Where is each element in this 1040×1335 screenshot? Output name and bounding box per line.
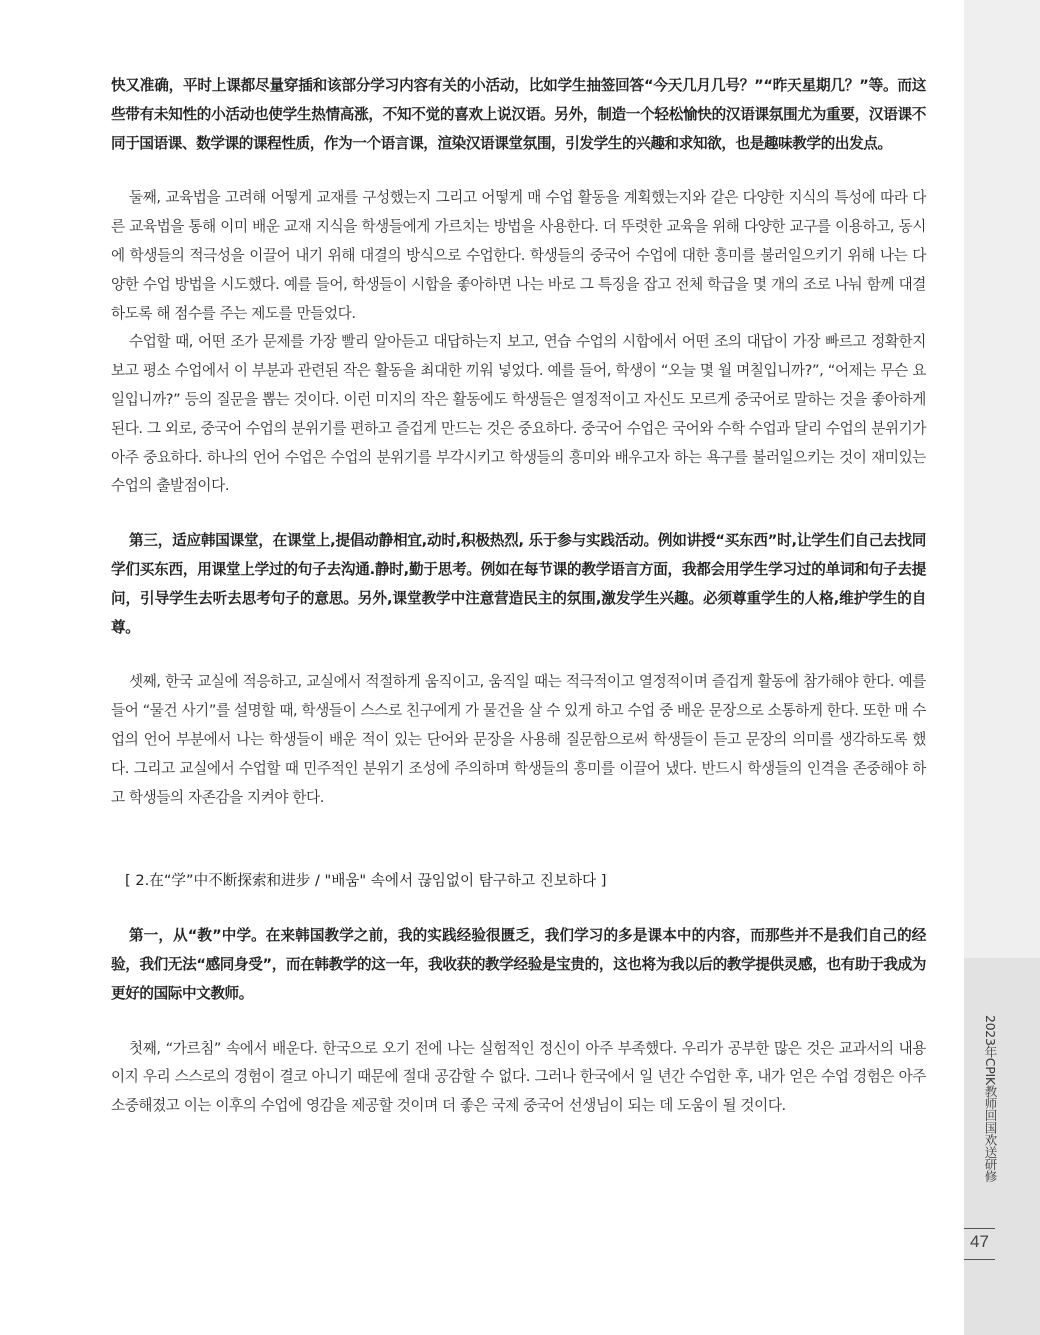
article-body	[111, 72, 926, 1121]
running-title: 2023年CPIK教师回国欢送研修	[983, 1015, 998, 1183]
paragraph-korean-5: 셋째, 한국 교실에 적응하고, 교실에서 적절하게 움직이고, 움직일 때는 적극적이고 열정적이며 즐겁게 활동에 참가해야 한다. 예를 들어 “물건 사기”를 설명할 때, 학생들이 스스로 친구에게 가 물건을 살 수 있게 하고 수업 중 배운 문장으로 소통하게 한다. 또한 매 수업의 언어 부분에서 나는 학생들이 배운 적이 있는 단어와 문장을 사용해 질문함으로써 학생들이 듣고 문장의 의미를 생각하도록 했다. 그리고 교실에서 수업할 때 민주적인 분위기 조성에 주의하며 학생들의 흥미를 이끌어 냈다. 반드시 학생들의 인격을 존중해야 하고 학생들의 자존감을 지켜야 한다.	[111, 673, 926, 806]
section-heading: [ 2.在“学”中不断探索和进步 / "배움" 속에서 끊임없이 탐구하고 진보하다 ]	[125, 872, 607, 890]
paragraph-korean-3: 수업할 때, 어떤 조가 문제를 가장 빨리 알아듣고 대답하는지 보고, 연습 수업의 시합에서 어떤 조의 대답이 가장 빠르고 정확한지 보고 평소 수업에서 이 부분과 관련된 작은 활동을 최대한 끼워 넣었다. 예를 들어, 학생이 “오늘 몇 월 며칠입니까?”, “어제는 무슨 요일입니까?” 등의 질문을 뽑는 것이다. 이런 미지의 작은 활동에도 학생들은 열정적이고 자신도 모르게 중국어로 말하는 것을 좋아하게 된다. 그 외로, 중국어 수업의 분위기를 편하고 즐겁게 만드는 것은 중요하다. 중국어 수업은 국어와 수학 수업과 달리 수업의 분위기가 아주 중요하다. 하나의 언어 수업은 수업의 분위기를 부각시키고 학생들의 흥미와 배우고자 하는 욕구를 불러일으키는 것이 재미있는 수업의 출발점이다.	[111, 333, 926, 495]
paragraph-chinese-6: 第一，从“教”中学。在来韩国教学之前，我的实践经验很匮乏，我们学习的多是课本中的内容，而那些并不是我们自己的经验，我们无法“感同身受”，而在韩教学的这一年，我收获的教学经验是宝贵的，这也将为我以后的教学提供灵感，也有助于我成为更好的国际中文教师。	[111, 927, 926, 1002]
page-number-rule-top	[964, 1228, 995, 1229]
paragraph-chinese-1: 快又准确，平时上课都尽量穿插和该部分学习内容有关的小活动，比如学生抽签回答“今天几月几号？”“昨天星期几？”等。而这些带有未知性的小活动也使学生热情高涨，不知不觉的喜欢上说汉语。另外，制造一个轻松愉快的汉语课氛围尤为重要，汉语课不同于国语课、数学课的课程性质，作为一个语言课，渲染汉语课堂氛围，引发学生的兴趣和求知欲，也是趣味教学的出发点。	[111, 77, 926, 152]
page-number-rule-bottom	[964, 1259, 995, 1260]
paragraph-korean-2: 둘째, 교육법을 고려해 어떻게 교재를 구성했는지 그리고 어떻게 매 수업 활동을 계획했는지와 같은 다양한 지식의 특성에 따라 다른 교육법을 통해 이미 배운 교재 지식을 학생들에게 가르치는 방법을 사용한다. 더 뚜렷한 교육을 위해 다양한 교구를 이용하고, 동시에 학생들의 적극성을 이끌어 내기 위해 대결의 방식으로 수업한다. 학생들의 중국어 수업에 대한 흥미를 불러일으키기 위해 나는 다양한 수업 방법을 시도했다. 예를 들어, 학생들이 시합을 좋아하면 나는 바로 그 특징을 잡고 전체 학급을 몇 개의 조로 나눠 함께 대결하도록 해 점수를 주는 제도를 만들었다.	[111, 189, 926, 322]
paragraph-chinese-4: 第三，适应韩国课堂，在课堂上,提倡动静相宜,动时,积极热烈, 乐于参与实践活动。例如讲授“买东西”时,让学生们自己去找同学们买东西，用课堂上学过的句子去沟通.静时,勤于思考。例如在每节课的教学语言方面，我都会用学生学习过的单词和句子去提问，引导学生去听去思考句子的意思。另外,课堂教学中注意营造民主的氛围,激发学生兴趣。必须尊重学生的人格,维护学生的自尊。	[111, 532, 926, 636]
page-number: 47	[970, 1232, 989, 1251]
paragraph-korean-7: 첫째, “가르침” 속에서 배운다. 한국으로 오기 전에 나는 실험적인 정신이 아주 부족했다. 우리가 공부한 많은 것은 교과서의 내용이지 우리 스스로의 경험이 결코 아니기 때문에 절대 공감할 수 없다. 그러나 한국에서 일 년간 수업한 후, 내가 얻은 수업 경험은 아주 소중해졌고 이는 이후의 수업에 영감을 제공할 것이며 더 좋은 국제 중국어 선생님이 되는 데 도움이 될 것이다.	[111, 1039, 926, 1115]
